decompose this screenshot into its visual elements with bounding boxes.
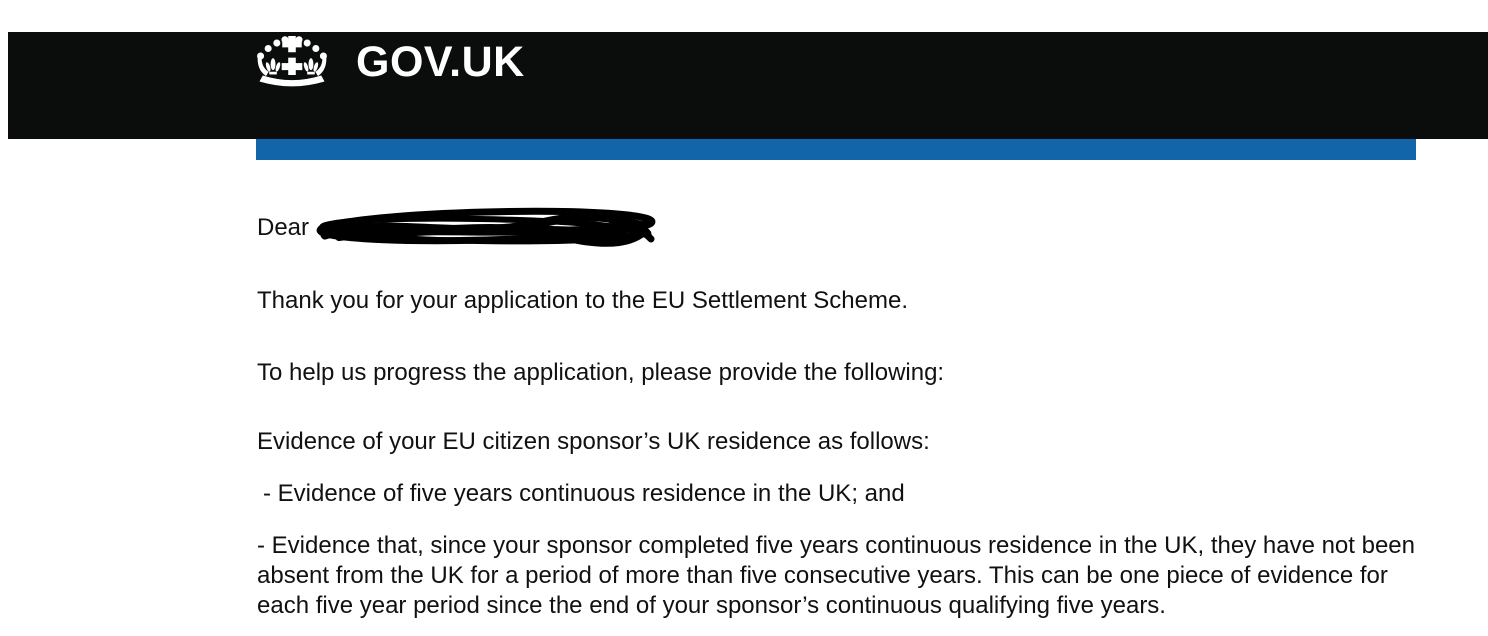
govuk-logo-text: GOV.UK (356, 38, 525, 86)
redaction-scribble (311, 206, 656, 250)
paragraph-evidence-intro: Evidence of your EU citizen sponsor’s UK residence as follows: (257, 428, 930, 455)
salutation-text: Dear (257, 214, 310, 241)
letter-body (257, 206, 1415, 621)
paragraph-evidence-item-1: - Evidence of five years continuous residence in the UK; and (263, 480, 905, 507)
paragraph-evidence-item-2: - Evidence that, since your sponsor completed five years continuous residence in the UK, they have not been absent from the UK for a period of more than five consecutive years. This can be one piece of evidence for each five year period since the end of your sponsor’s continuous qualifying five years. (257, 532, 1415, 619)
govuk-logo (255, 35, 525, 89)
paragraph-thank-you: Thank you for your application to the EU Settlement Scheme. (257, 287, 909, 314)
crown-icon (255, 36, 329, 88)
header-bar (8, 32, 1488, 139)
paragraph-progress: To help us progress the application, please provide the following: (257, 359, 945, 386)
blue-accent-bar (256, 139, 1416, 160)
salutation-line (257, 206, 1415, 250)
